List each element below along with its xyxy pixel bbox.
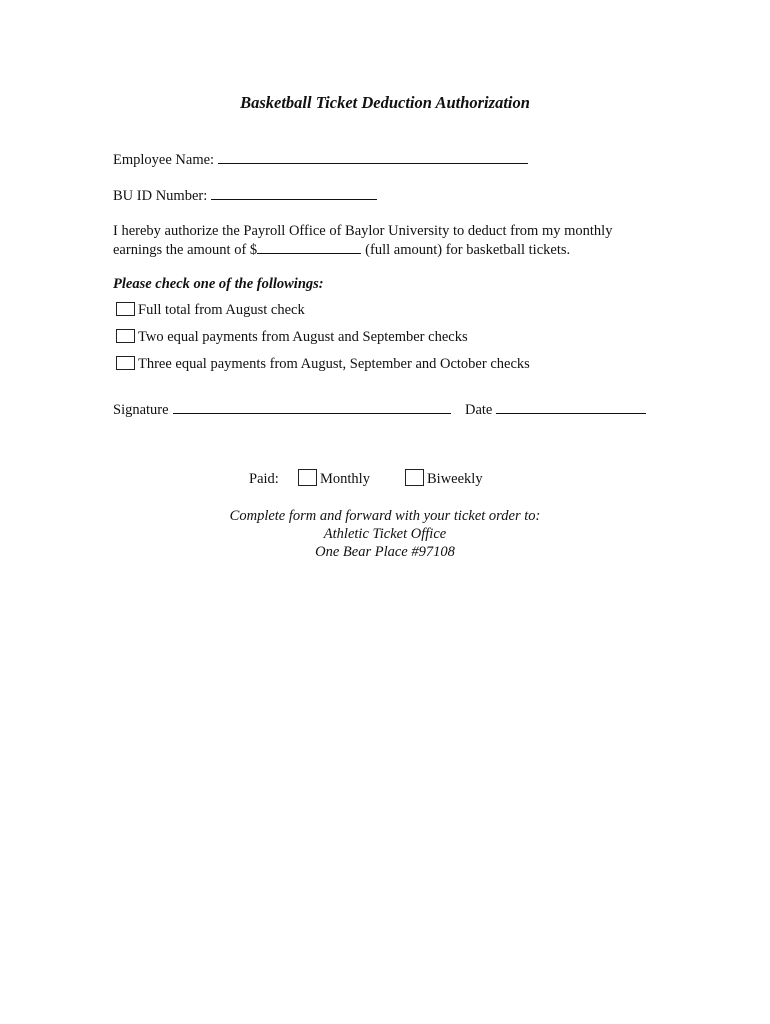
amount-suffix: (full amount) for basketball tickets. bbox=[365, 242, 571, 258]
footer-line-3: One Bear Place #97108 bbox=[315, 544, 455, 560]
option-full-total-checkbox[interactable] bbox=[116, 302, 135, 316]
paid-monthly-checkbox[interactable] bbox=[298, 469, 317, 486]
signature-row bbox=[113, 400, 451, 419]
signature-label: Signature bbox=[113, 402, 169, 418]
authorization-line-2 bbox=[113, 240, 673, 259]
amount-label: earnings the amount of $ bbox=[113, 242, 258, 258]
option-full-total[interactable] bbox=[116, 302, 305, 319]
option-three-payments-label: Three equal payments from August, September and October checks bbox=[138, 356, 530, 372]
footer-instructions bbox=[0, 507, 770, 561]
authorization-paragraph bbox=[113, 222, 673, 259]
paid-biweekly[interactable] bbox=[405, 469, 483, 488]
paid-label: Paid: bbox=[249, 471, 279, 487]
option-full-total-label: Full total from August check bbox=[138, 302, 305, 318]
option-two-payments-label: Two equal payments from August and September checks bbox=[138, 329, 468, 345]
bu-id-label: BU ID Number: bbox=[113, 188, 208, 204]
check-instruction: Please check one of the followings: bbox=[113, 276, 324, 292]
employee-name-row bbox=[113, 150, 528, 169]
option-three-payments-checkbox[interactable] bbox=[116, 356, 135, 370]
option-three-payments[interactable] bbox=[116, 356, 530, 373]
footer-line-1: Complete form and forward with your ticket order to: bbox=[229, 508, 541, 524]
signature-field[interactable] bbox=[173, 400, 451, 414]
paid-monthly-label: Monthly bbox=[320, 471, 370, 487]
amount-field[interactable] bbox=[257, 240, 361, 254]
form-title: Basketball Ticket Deduction Authorization bbox=[240, 93, 530, 112]
paid-monthly[interactable] bbox=[298, 469, 370, 488]
date-row bbox=[465, 400, 646, 419]
paid-biweekly-checkbox[interactable] bbox=[405, 469, 424, 486]
date-label: Date bbox=[465, 402, 493, 418]
paid-biweekly-label: Biweekly bbox=[427, 471, 483, 487]
date-field[interactable] bbox=[496, 400, 646, 414]
employee-name-label: Employee Name: bbox=[113, 152, 215, 168]
option-two-payments-checkbox[interactable] bbox=[116, 329, 135, 343]
authorization-line-1: I hereby authorize the Payroll Office of Baylor University to deduct from my monthly bbox=[113, 223, 613, 239]
option-two-payments[interactable] bbox=[116, 329, 468, 346]
employee-name-field[interactable] bbox=[218, 150, 528, 164]
bu-id-field[interactable] bbox=[211, 186, 377, 200]
footer-line-2: Athletic Ticket Office bbox=[323, 526, 447, 542]
bu-id-row bbox=[113, 186, 377, 205]
